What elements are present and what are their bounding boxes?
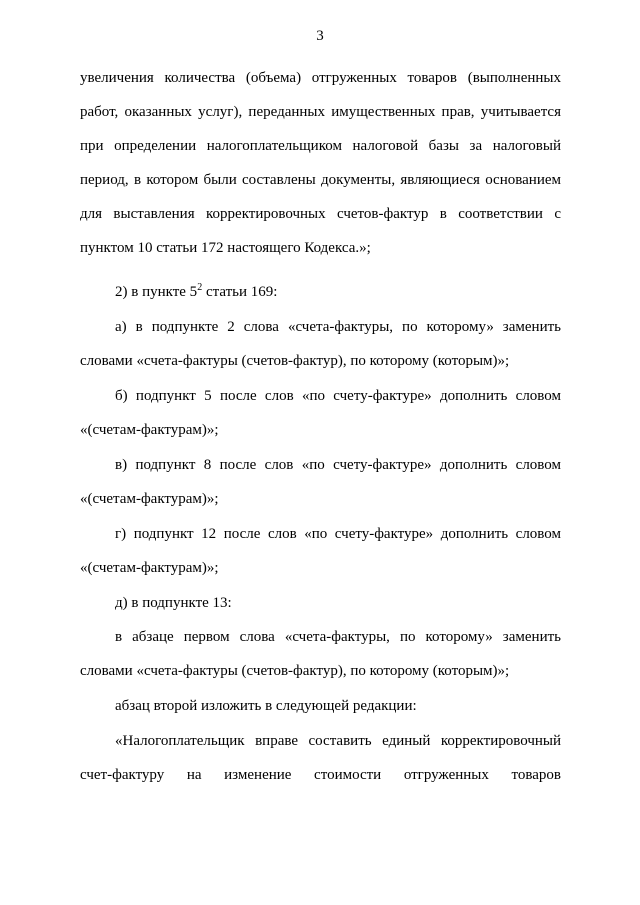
page-number: 3 — [316, 28, 324, 44]
text-line: словами «счета-фактуры (счетов-фактур), по которому (которым)»; — [80, 353, 510, 369]
text-line: работ, оказанных услуг), переданных имущественных прав, учитывается — [80, 104, 561, 120]
text-line: пунктом 10 статьи 172 настоящего Кодекса.»; — [80, 240, 371, 256]
list-item-2-heading — [80, 282, 561, 302]
text-line: д) в подпункте 13: — [115, 595, 232, 611]
text-run: статьи 169: — [202, 284, 278, 300]
text-line: словами «счета-фактуры (счетов-фактур), по которому (которым)»; — [80, 663, 510, 679]
text-line: при определении налогоплательщиком налоговой базы за налоговый — [80, 138, 561, 154]
text-line: «Налогоплательщик вправе составить единый корректировочный — [115, 733, 561, 749]
text-run: 2) в пункте 5 — [115, 284, 198, 300]
text-line: «(счетам-фактурам)»; — [80, 422, 219, 438]
text-line: «(счетам-фактурам)»; — [80, 491, 219, 507]
text-line: период, в котором были составлены документы, являющиеся основанием — [80, 172, 561, 188]
superscript: 2 — [197, 282, 203, 293]
text-line: «(счетам-фактурам)»; — [80, 560, 219, 576]
text-line: абзац второй изложить в следующей редакции: — [115, 698, 417, 714]
text-line: б) подпункт 5 после слов «по счету-фактуре» дополнить словом — [115, 388, 561, 404]
text-line: а) в подпункте 2 слова «счета-фактуры, по которому» заменить — [115, 319, 561, 335]
text-line: в) подпункт 8 после слов «по счету-фактуре» дополнить словом — [115, 457, 561, 473]
text-line: для выставления корректировочных счетов-фактур в соответствии с — [80, 206, 561, 222]
text-line: в абзаце первом слова «счета-фактуры, по которому» заменить — [115, 629, 561, 645]
text-line: г) подпункт 12 после слов «по счету-фактуре» дополнить словом — [115, 526, 561, 542]
text-line: увеличения количества (объема) отгруженных товаров (выполненных — [80, 70, 561, 86]
text-line: счет-фактуру на изменение стоимости отгруженных товаров — [80, 767, 561, 783]
